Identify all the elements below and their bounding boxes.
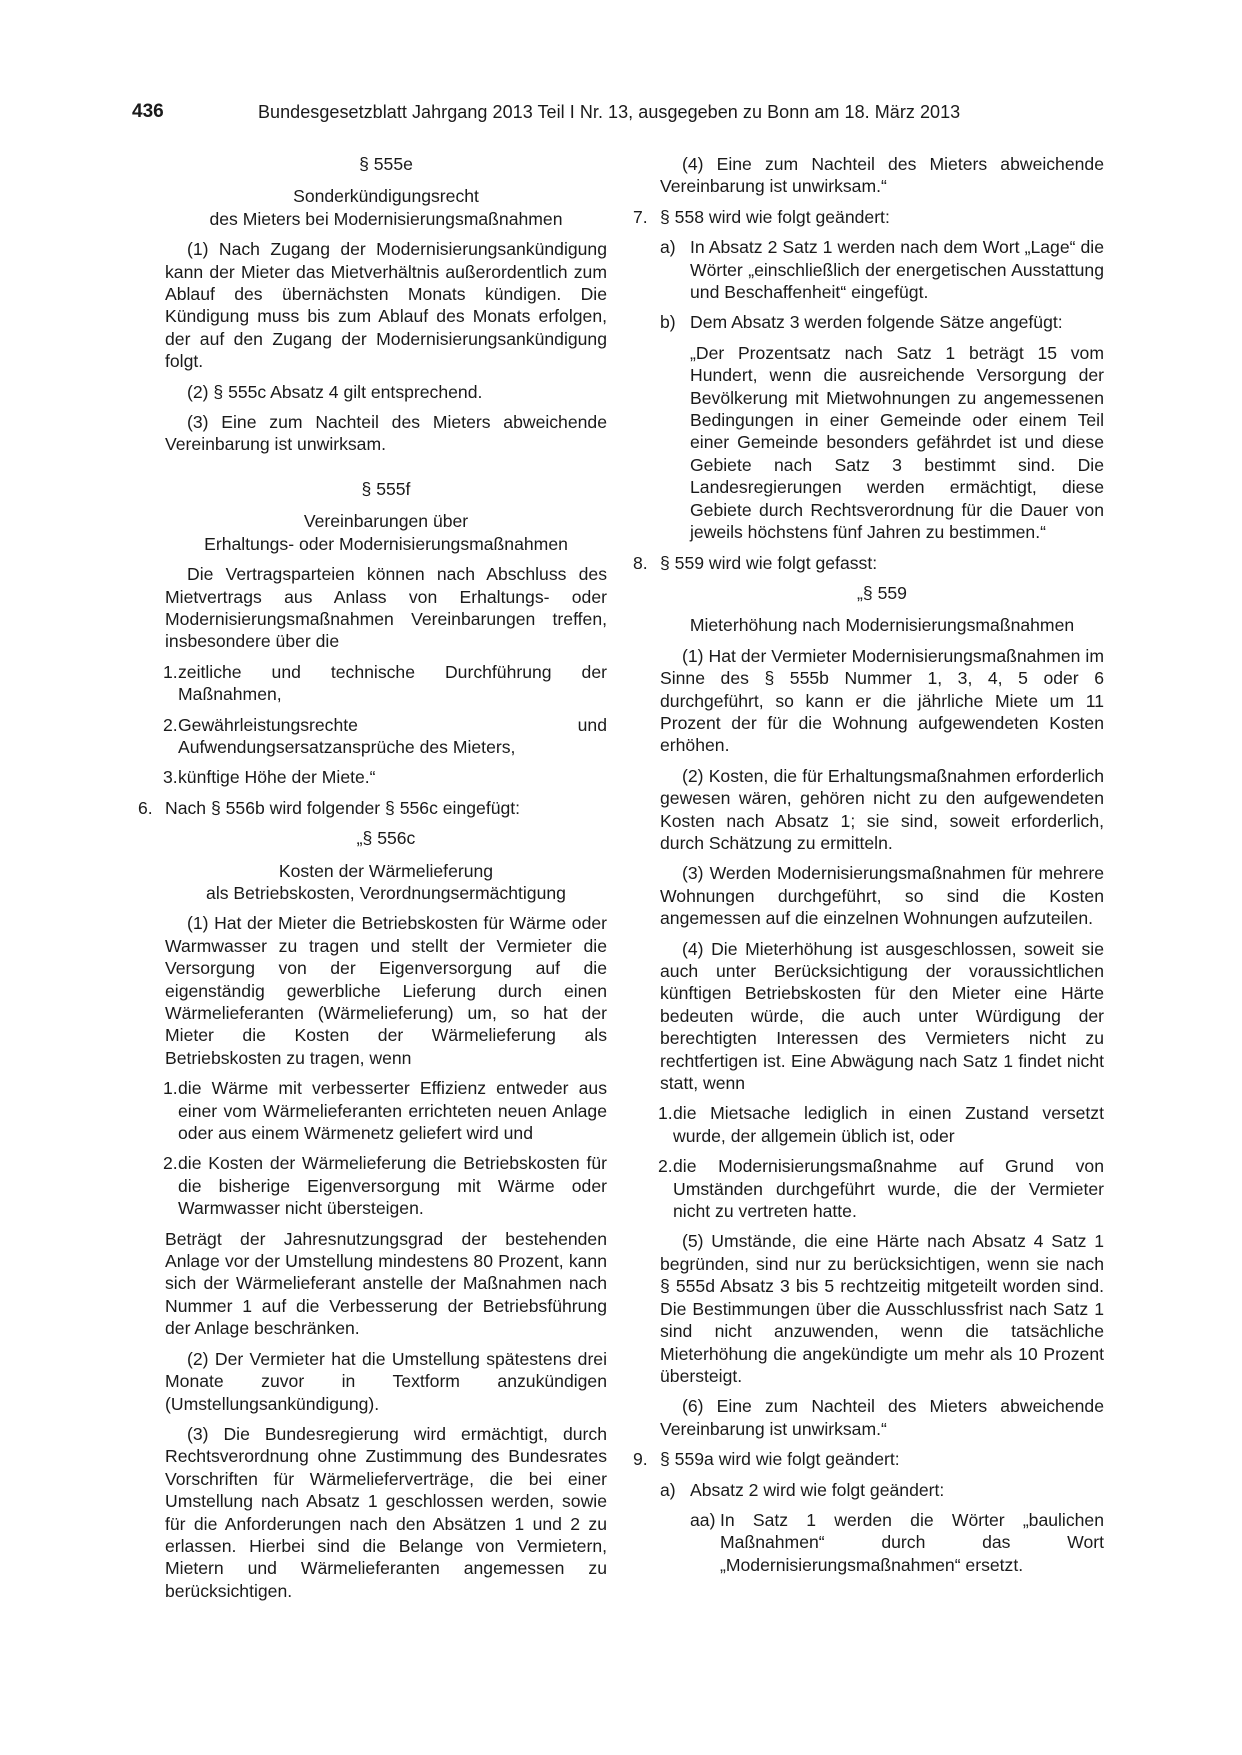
section-title: als Betriebskosten, Verordnungsermächtigung xyxy=(206,882,566,903)
page-number: 436 xyxy=(132,101,164,122)
section-heading: § 555e xyxy=(359,154,413,174)
paragraph: (6) Eine zum Nachteil des Mieters abweichende Vereinbarung ist unwirksam.“ xyxy=(660,1396,1104,1439)
paragraph: (1) Hat der Mieter die Betriebskosten für Wärme oder Warmwasser zu tragen und stellt der Vermieter die Versorgung von der Eigenversorgung auf die eigenständig gewerbliche Lieferung durch einen Wärmelieferanten (Wärmelieferung) um, so hat der Mieter die Kosten der Wärmelieferung als Betriebskosten zu tragen, wenn xyxy=(165,913,607,1068)
section-title: Erhaltungs- oder Modernisierungsmaßnahmen xyxy=(204,533,568,554)
item-text: § 559 wird wie folgt gefasst: xyxy=(660,552,878,573)
list-number: 1. xyxy=(658,1103,673,1124)
item-text: § 559a wird wie folgt geändert: xyxy=(660,1449,900,1470)
list-item xyxy=(165,766,607,788)
sub-item-text: Dem Absatz 3 werden folgende Sätze angefügt: xyxy=(690,312,1063,333)
item-number: 7. xyxy=(633,206,648,227)
sub-item-text: Absatz 2 wird wie folgt geändert: xyxy=(690,1479,945,1500)
list-number: 2. xyxy=(163,714,178,735)
section-title: Sonderkündigungsrecht xyxy=(293,186,479,207)
amendment-item xyxy=(633,206,1104,228)
list-item xyxy=(165,714,607,759)
list-item-text: zeitliche und technische Durchführung der Maßnahmen, xyxy=(178,661,607,705)
paragraph: (4) Die Mieterhöhung ist ausgeschlossen, soweit sie auch unter Berücksichtigung der voraussichtlichen künftigen Betriebskosten für den Mieter eine Härte bedeuten würde, die auch unter Würdigung der berechtigten Interessen des Vermieters nicht zu rechtfertigen ist. Eine Abwägung nach Satz 1 findet nicht statt, wenn xyxy=(660,938,1104,1094)
list-item-text: Gewährleistungsrechte und Aufwendungsersatzansprüche des Mieters, xyxy=(178,714,607,757)
sub-item-text: In Absatz 2 Satz 1 werden nach dem Wort „Lage“ die Wörter „einschließlich der energetischen Ausstattung und Beschaffenheit“ eingefügt. xyxy=(690,237,1104,303)
list-item-text: die Mietsache lediglich in einen Zustand versetzt wurde, der allgemein üblich ist, oder xyxy=(673,1103,1104,1146)
list-item xyxy=(660,1102,1104,1147)
paragraph: (2) § 555c Absatz 4 gilt entsprechend. xyxy=(187,381,483,402)
section-heading: „§ 559 xyxy=(857,582,907,603)
sub-item-letter: a) xyxy=(660,1479,676,1500)
left-column xyxy=(138,153,607,1602)
amendment-item xyxy=(633,1448,1104,1470)
amendment-item xyxy=(138,797,607,819)
section-heading: § 555f xyxy=(361,478,411,499)
sub-sub-item-letter: aa) xyxy=(690,1509,716,1530)
section-title: Kosten der Wärmelieferung xyxy=(278,860,494,881)
paragraph: (3) Die Bundesregierung wird ermächtigt, durch Rechtsverordnung ohne Zustimmung des Bundesrates Vorschriften für Wärmelieferverträge, die bei einer Umstellung nach Absatz 1 geschlossen werden, sowie für die Anforderungen nach den Absätzen 1 und 2 zu erlassen. Hierbei sind die Belange von Vermietern, Mietern und Wärmelieferanten angemessen zu berücksichtigen. xyxy=(165,1423,607,1601)
sub-item-letter: a) xyxy=(660,237,676,258)
paragraph: (2) Kosten, die für Erhaltungsmaßnahmen erforderlich gewesen wären, gehören nicht zu den aufgewendeten Kosten nach Absatz 1; sie sind, soweit erforderlich, durch Schätzung zu ermitteln. xyxy=(660,765,1104,853)
sub-sub-item-text: In Satz 1 werden die Wörter „baulichen Maßnahmen“ durch das Wort „Modernisierungsmaßnahmen“ ersetzt. xyxy=(720,1509,1104,1575)
sub-item xyxy=(660,311,1104,333)
sub-sub-item xyxy=(660,1509,1104,1576)
list-item xyxy=(165,1077,607,1144)
paragraph: (1) Nach Zugang der Modernisierungsankündigung kann der Mieter das Mietverhältnis außerordentlich zum Ablauf des übernächsten Monats kündigen. Die Kündigung muss bis zum Ablauf des Monats erfolgen, der auf den Zugang der Modernisierungsankündigung folgt. xyxy=(165,239,607,372)
section-title: des Mieters bei Modernisierungsmaßnahmen xyxy=(209,208,563,229)
paragraph: Beträgt der Jahresnutzungsgrad der bestehenden Anlage vor der Umstellung mindestens 80 Prozent, kann sich der Wärmelieferant anstelle der Maßnahmen nach Nummer 1 auf die Verbesserung der Betriebsführung der Anlage beschränken. xyxy=(165,1228,607,1339)
list-number: 1. xyxy=(163,661,178,682)
list-item-text: die Wärme mit verbesserter Effizienz entweder aus einer vom Wärmelieferanten errichteten neuen Anlage oder aus einem Wärmenetz geliefert wird und xyxy=(178,1078,607,1144)
section-heading: „§ 556c xyxy=(356,828,416,849)
sub-item xyxy=(660,1479,1104,1501)
paragraph: (3) Werden Modernisierungsmaßnahmen für mehrere Wohnungen durchgeführt, so sind die Kosten angemessen auf die einzelnen Wohnungen aufzuteilen. xyxy=(660,863,1104,929)
list-number: 2. xyxy=(658,1156,673,1177)
list-item-text: die Modernisierungsmaßnahme auf Grund von Umständen durchgeführt wurde, die der Vermieter nicht zu vertreten hatte. xyxy=(673,1156,1104,1222)
item-number: 9. xyxy=(633,1449,648,1470)
section-title: Mieterhöhung nach Modernisierungsmaßnahmen xyxy=(689,615,1075,636)
paragraph: (5) Umstände, die eine Härte nach Absatz 4 Satz 1 begründen, sind nur zu berücksichtigen, wenn sie nach § 555d Absatz 3 bis 5 rechtzeitig mitgeteilt worden sind. Die Bestimmungen über die Ausschlussfrist nach Satz 1 sind nicht anzuwenden, wenn die tatsächliche Mieterhöhung die angekündigte um mehr als 10 Prozent übersteigt. xyxy=(660,1231,1104,1386)
quoted-text: „Der Prozentsatz nach Satz 1 beträgt 15 vom Hundert, wenn die ausreichende Versorgung der Bevölkerung mit Mietwohnungen zu angemessenen Bedingungen in einer Gemeinde oder einem Teil einer Gemeinde besonders gefährdet ist und diese Gebiete nach Satz 3 bestimmt sind. Die Landesregierungen werden ermächtigt, diese Gebiete durch Rechtsverordnung für die Dauer von jeweils höchstens fünf Jahren zu bestimmen.“ xyxy=(690,342,1104,543)
list-item xyxy=(660,1155,1104,1222)
list-number: 3. xyxy=(163,767,178,788)
item-text: § 558 wird wie folgt geändert: xyxy=(660,206,890,227)
paragraph: (3) Eine zum Nachteil des Mieters abweichende Vereinbarung ist unwirksam. xyxy=(165,412,607,455)
item-number: 6. xyxy=(138,797,153,818)
paragraph: (2) Der Vermieter hat die Umstellung spätestens drei Monate zuvor in Textform anzukündigen (Umstellungsankündigung). xyxy=(165,1348,607,1414)
sub-item xyxy=(660,236,1104,303)
paragraph: (4) Eine zum Nachteil des Mieters abweichende Vereinbarung ist unwirksam.“ xyxy=(660,154,1104,197)
running-title: Bundesgesetzblatt Jahrgang 2013 Teil I Nr. 13, ausgegeben zu Bonn am 18. März 2013 xyxy=(258,102,961,122)
list-item xyxy=(165,1152,607,1219)
item-number: 8. xyxy=(633,552,648,573)
section-title: Vereinbarungen über xyxy=(303,511,469,532)
list-number: 2. xyxy=(163,1153,178,1174)
amendment-item xyxy=(633,552,1104,574)
list-item xyxy=(165,661,607,706)
item-text: Nach § 556b wird folgender § 556c eingefügt: xyxy=(165,797,521,818)
right-column xyxy=(633,153,1104,1576)
list-number: 1. xyxy=(163,1078,178,1099)
list-item-text: künftige Höhe der Miete.“ xyxy=(178,767,376,788)
paragraph: (1) Hat der Vermieter Modernisierungsmaßnahmen im Sinne des § 555b Nummer 1, 3, 4, 5 oder 6 durchgeführt, so kann er die jährliche Miete um 11 Prozent der für die Wohnung aufgewendeten Kosten erhöhen. xyxy=(660,645,1104,756)
sub-item-letter: b) xyxy=(660,312,676,333)
paragraph: Die Vertragsparteien können nach Abschluss des Mietvertrags aus Anlass von Erhaltungs- oder Modernisierungsmaßnahmen Vereinbarungen treffen, insbesondere über die xyxy=(165,564,607,652)
list-item-text: die Kosten der Wärmelieferung die Betriebskosten für die bisherige Eigenversorgung mit Wärme oder Warmwasser nicht übersteigen. xyxy=(178,1153,607,1219)
